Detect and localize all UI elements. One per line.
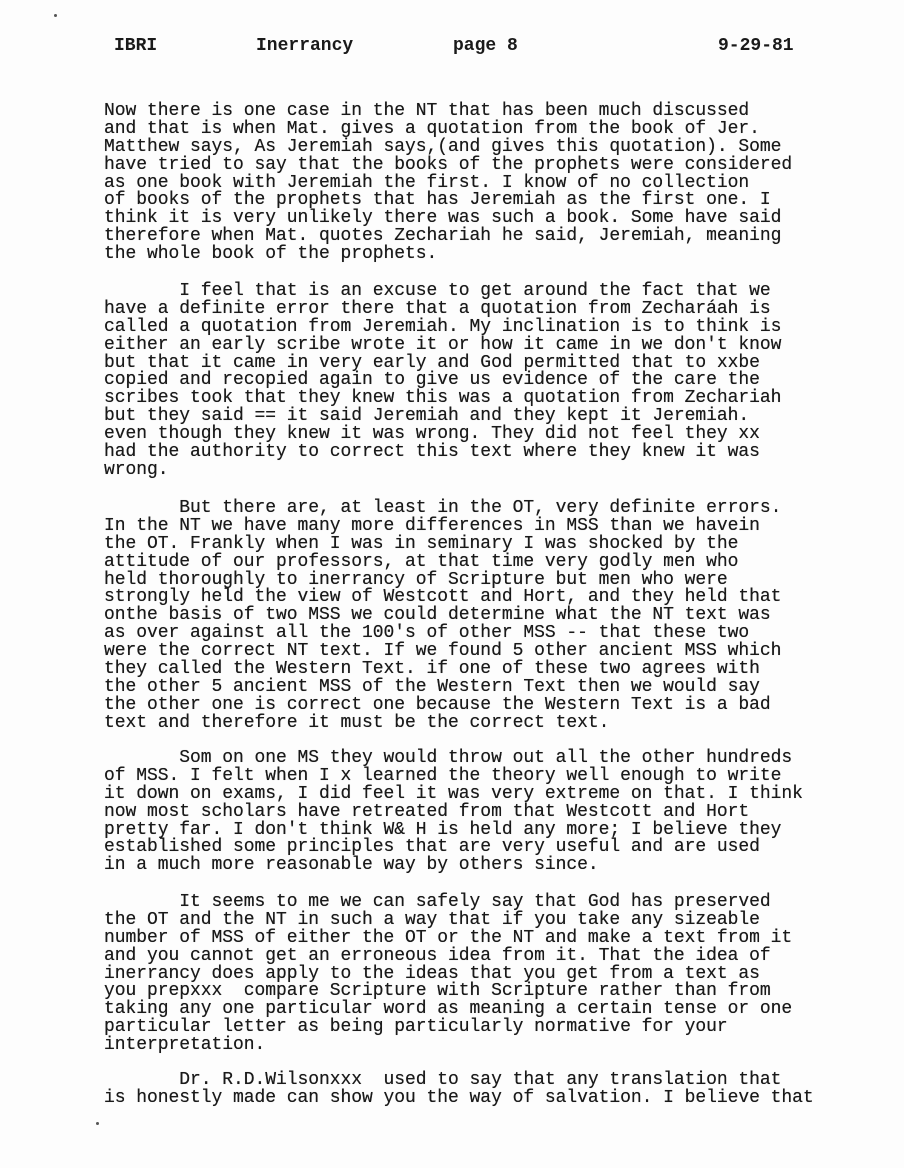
text-line: held thoroughly to inerrancy of Scripture but men who were — [104, 569, 728, 590]
text-line: of MSS. I felt when I x learned the theory well enough to write — [104, 765, 782, 786]
text-line: in a much more reasonable way by others since. — [104, 855, 599, 876]
text-line: It seems to me we can safely say that God has preserved — [104, 892, 771, 912]
text-line: attitude of our professors, at that time very godly men who — [104, 551, 739, 572]
text-line: it down on exams, I did feel it was very extreme on that. I think — [104, 783, 803, 804]
text-line: as over against all the 100's of other MSS -- that these two — [104, 623, 750, 644]
text-line: onthe basis of two MSS we could determine what the NT text was — [104, 605, 771, 626]
text-line: Som on one MS they would throw out all the other hundreds — [104, 748, 793, 768]
text-line: Matthew says, As Jeremiah says,(and gives this quotation). Some — [104, 136, 782, 157]
text-line: the whole book of the prophets. — [104, 244, 438, 265]
text-line: I feel that is an excuse to get around the fact that we — [104, 281, 771, 301]
text-line: text and therefore it must be the correct text. — [104, 712, 610, 733]
paragraph — [104, 894, 792, 1055]
text-line: the OT. Frankly when I was in seminary I was shocked by the — [104, 533, 739, 554]
scan-speck — [54, 14, 57, 17]
text-line: the other one is correct one because the Western Text is a bad — [104, 694, 771, 715]
text-line: and that is when Mat. gives a quotation from the book of Jer. — [104, 118, 760, 139]
text-line: even though they knew it was wrong. They did not feel they xx — [104, 424, 760, 445]
text-line: therefore when Mat. quotes Zechariah he said, Jeremiah, meaning — [104, 226, 782, 247]
text-line: now most scholars have retreated from that Westcott and Hort — [104, 801, 750, 822]
text-line: wrong. — [104, 459, 169, 480]
text-line: but that it came in very early and God permitted that to xxbe — [104, 352, 760, 373]
text-line: established some principles that are very useful and are used — [104, 837, 760, 858]
paragraph — [104, 1072, 814, 1108]
text-line: inerrancy does apply to the ideas that you get from a text as — [104, 963, 760, 984]
paragraph — [104, 500, 781, 733]
paragraph — [104, 283, 781, 480]
text-line: interpretation. — [104, 1035, 266, 1056]
text-line: particular letter as being particularly normative for your — [104, 1017, 728, 1038]
text-line: they called the Western Text. if one of these two agrees with — [104, 659, 760, 680]
text-line: of books of the prophets that has Jeremiah as the first one. I — [104, 190, 771, 211]
header-title: Inerrancy — [256, 36, 354, 56]
text-line: Dr. R.D.Wilsonxxx used to say that any translation that — [104, 1070, 782, 1090]
text-line: but they said == it said Jeremiah and they kept it Jeremiah. — [104, 406, 750, 427]
text-line: copied and recopied again to give us evidence of the care the — [104, 370, 760, 391]
header-org: IBRI — [114, 36, 158, 56]
text-line: But there are, at least in the OT, very definite errors. — [104, 498, 782, 518]
text-line: scribes took that they knew this was a quotation from Zechariah — [104, 388, 782, 409]
paragraph — [104, 750, 803, 875]
text-line: the other 5 ancient MSS of the Western Text then we would say — [104, 676, 760, 697]
text-line: pretty far. I don't think W& H is held any more; I believe they — [104, 819, 782, 840]
text-line: strongly held the view of Westcott and Hort, and they held that — [104, 587, 782, 608]
text-line: as one book with Jeremiah the first. I know of no collection — [104, 172, 750, 193]
text-line: taking any one particular word as meaning a certain tense or one — [104, 999, 793, 1020]
text-line: had the authority to correct this text where they knew it was — [104, 442, 760, 463]
header-date: 9-29-81 — [718, 36, 794, 56]
header-page-number: page 8 — [453, 36, 518, 56]
text-line: either an early scribe wrote it or how it came in we don't know — [104, 334, 782, 355]
paragraph — [104, 103, 792, 264]
text-line: have a definite error there that a quotation from Zecharáah is — [104, 298, 771, 319]
text-line: Now there is one case in the NT that has been much discussed — [104, 101, 750, 121]
text-line: number of MSS of either the OT or the NT and make a text from it — [104, 927, 793, 948]
text-line: and you cannot get an erroneous idea from it. That the idea of — [104, 945, 771, 966]
text-line: were the correct NT text. If we found 5 other ancient MSS which — [104, 641, 782, 662]
text-line: is honestly made can show you the way of salvation. I believe that — [104, 1087, 814, 1108]
text-line: have tried to say that the books of the prophets were considered — [104, 154, 793, 175]
text-line: called a quotation from Jeremiah. My inclination is to think is — [104, 316, 782, 337]
text-line: the OT and the NT in such a way that if you take any sizeable — [104, 909, 760, 930]
text-line: In the NT we have many more differences in MSS than we havein — [104, 515, 760, 536]
scan-speck — [96, 1122, 99, 1125]
text-line: you prepxxx compare Scripture with Scripture rather than from — [104, 981, 771, 1002]
text-line: think it is very unlikely there was such a book. Some have said — [104, 208, 782, 229]
